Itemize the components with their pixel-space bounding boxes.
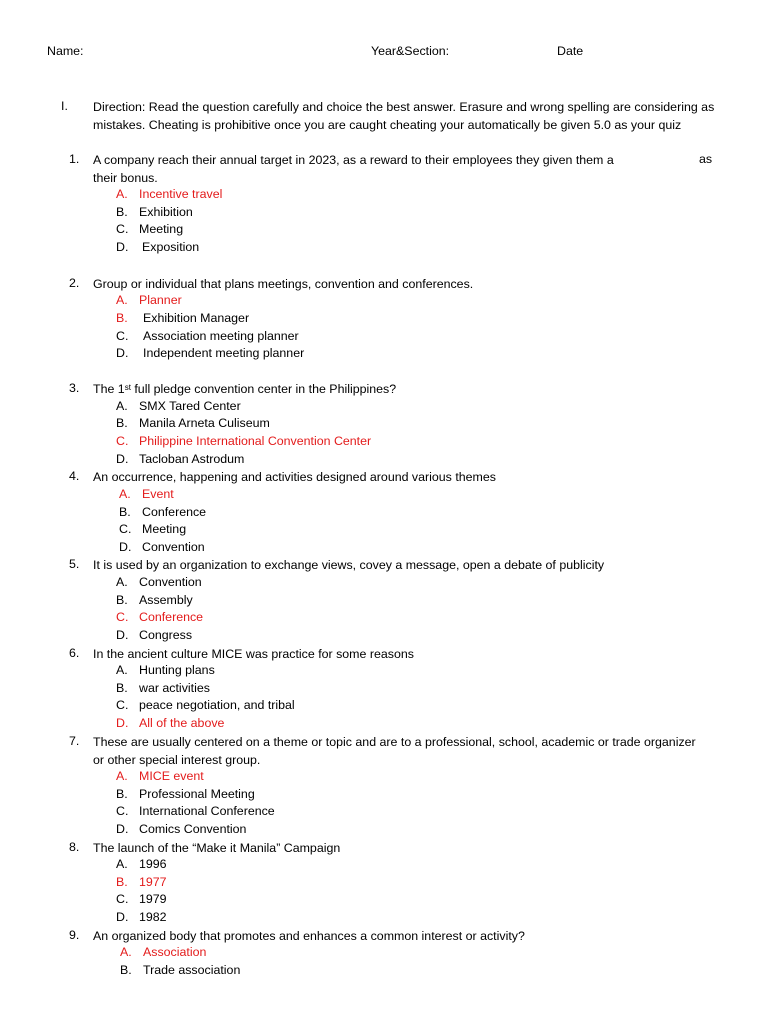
name-label: Name: bbox=[47, 44, 84, 58]
question-number: 4. bbox=[69, 469, 80, 483]
year-section-label: Year&Section: bbox=[371, 44, 450, 58]
section-numeral: I. bbox=[61, 99, 68, 113]
date-label: Date bbox=[557, 44, 584, 58]
question-number: 5. bbox=[69, 557, 80, 571]
question-text: A company reach their annual target in 2023, as a reward to their employees they given them a bbox=[93, 153, 614, 167]
question-number: 3. bbox=[69, 381, 80, 395]
question-text: The launch of the “Make it Manila” Campaign bbox=[93, 841, 341, 855]
question-text: In the ancient culture MICE was practice for some reasons bbox=[93, 647, 414, 661]
question-text: Group or individual that plans meetings, convention and conferences. bbox=[93, 277, 474, 291]
question-text-tail: as bbox=[699, 152, 713, 166]
question-text: These are usually centered on a theme or topic and are to a professional, school, academic or trade organizer bbox=[93, 735, 696, 749]
question-text: It is used by an organization to exchange views, covey a message, open a debate of publicity bbox=[93, 558, 605, 572]
question-number: 1. bbox=[69, 152, 80, 166]
question-text: The 1st full pledge convention center in the Philippines? bbox=[93, 382, 397, 396]
question-text: An occurrence, happening and activities designed around various themes bbox=[93, 470, 496, 484]
direction-text: Direction: Read the question carefully and choice the best answer. Erasure and wrong spelling are considering as mistakes. Cheating is prohibitive once you are caught cheating your automatically be given 5.0 as your quiz bbox=[93, 100, 715, 132]
question-number: 2. bbox=[69, 276, 80, 290]
question-text-continued: their bonus. bbox=[93, 170, 158, 185]
question-text: An organized body that promotes and enhances a common interest or activity? bbox=[93, 929, 525, 943]
question-text-continued: or other special interest group. bbox=[93, 752, 261, 767]
question-number: 8. bbox=[69, 840, 80, 854]
question-number: 9. bbox=[69, 928, 80, 942]
question-number: 7. bbox=[69, 734, 80, 748]
question-number: 6. bbox=[69, 646, 80, 660]
